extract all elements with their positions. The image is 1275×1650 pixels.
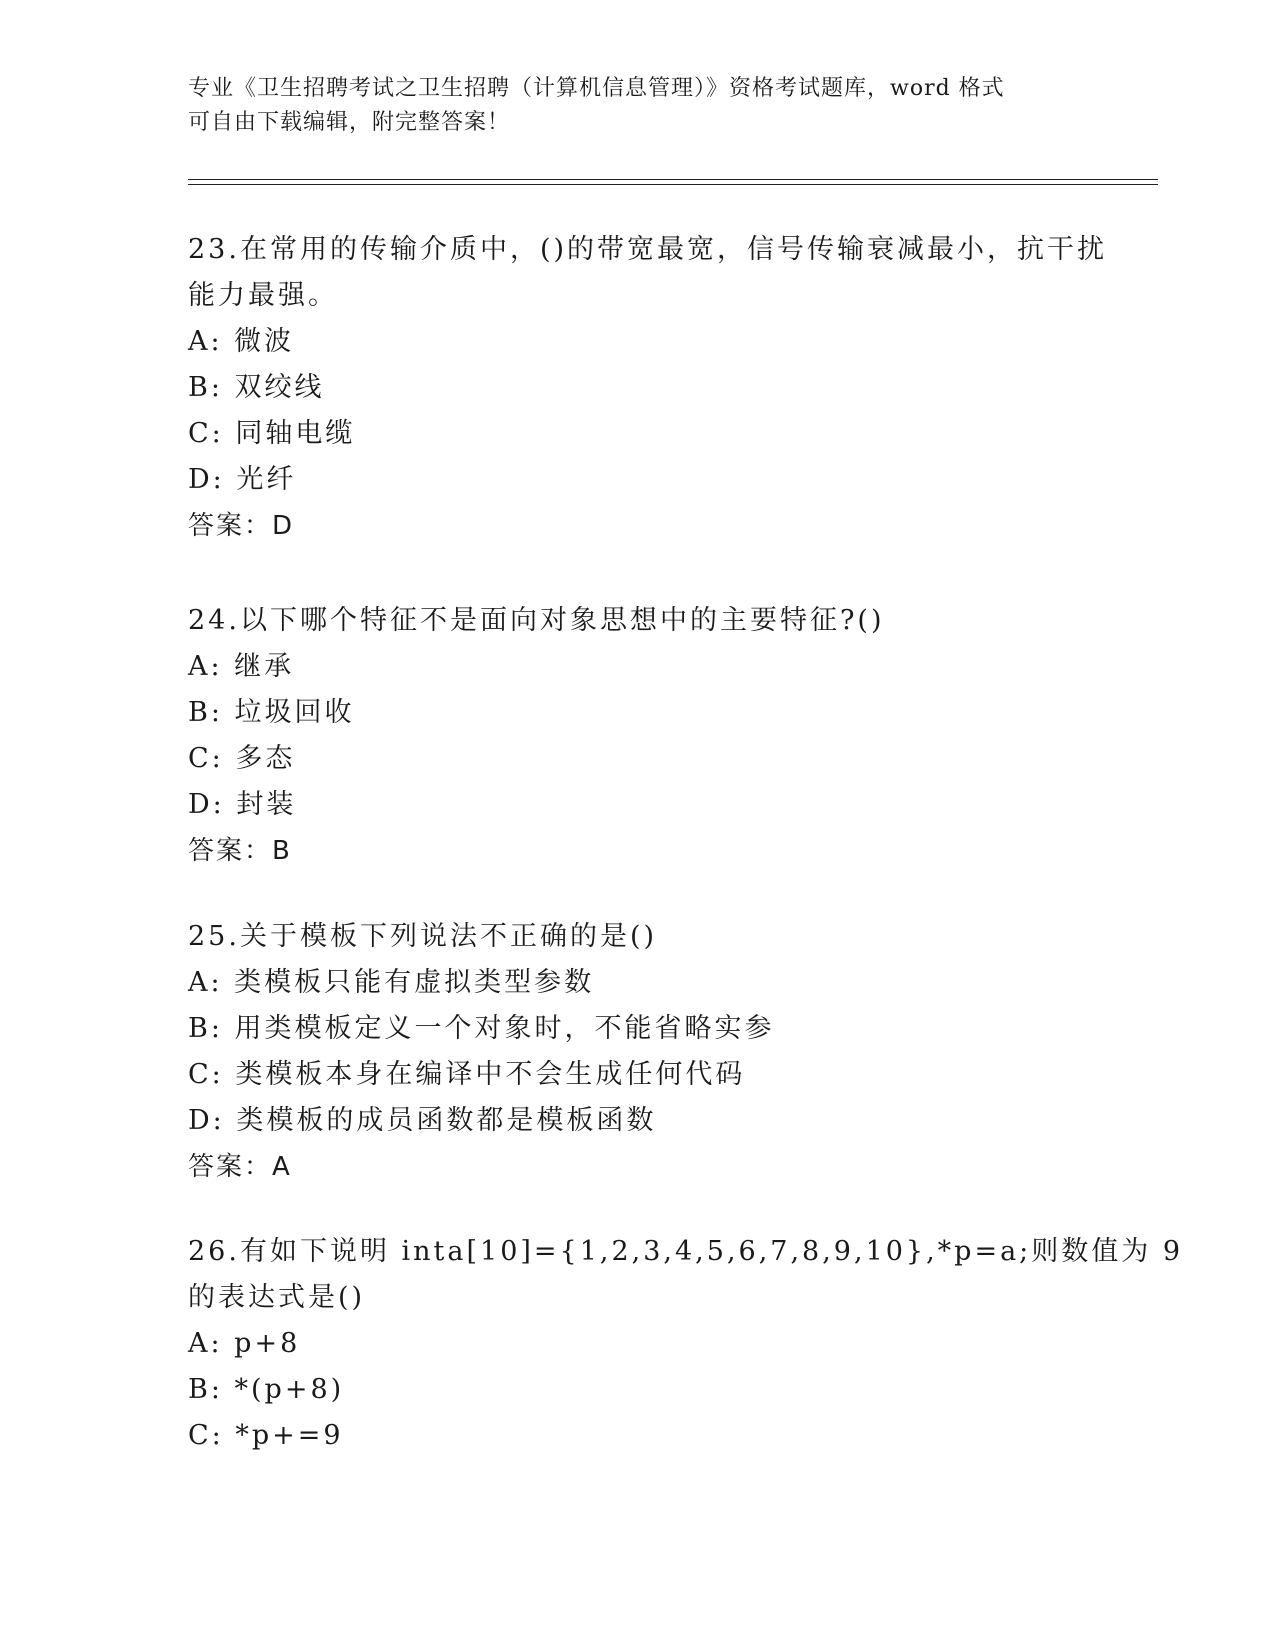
option-b: B: 双绞线 — [188, 372, 325, 403]
question-24 — [188, 598, 1088, 874]
question-stem: 的表达式是() — [188, 1282, 366, 1313]
question-stem: 23.在常用的传输介质中，()的带宽最宽，信号传输衰减最小，抗干扰 — [188, 234, 1108, 265]
option-a: A: 继承 — [188, 651, 295, 682]
option-c: C: 同轴电缆 — [188, 418, 356, 449]
question-26 — [188, 1229, 1184, 1459]
header-line-1: 专业《卫生招聘考试之卫生招聘（计算机信息管理）》资格考试题库，word 格式 — [188, 76, 1005, 101]
option-b: B: *(p+8) — [188, 1374, 345, 1405]
option-a: A: p+8 — [188, 1328, 301, 1359]
option-d: D: 封装 — [188, 789, 297, 820]
question-23 — [188, 227, 1108, 549]
option-d: D: 光纤 — [188, 464, 297, 495]
answer-line: 答案：B — [188, 836, 292, 866]
option-c: C: 多态 — [188, 743, 296, 774]
answer-line: 答案：D — [188, 511, 295, 541]
option-b: B: 垃圾回收 — [188, 697, 355, 728]
question-25 — [188, 914, 1088, 1190]
question-stem: 能力最强。 — [188, 280, 338, 311]
question-stem: 24.以下哪个特征不是面向对象思想中的主要特征?() — [188, 605, 885, 636]
document-header — [188, 72, 1088, 140]
option-a: A: 类模板只能有虚拟类型参数 — [188, 967, 595, 998]
option-a: A: 微波 — [188, 326, 295, 357]
header-rule-top — [188, 179, 1158, 180]
header-rule-bottom — [188, 184, 1158, 185]
option-b: B: 用类模板定义一个对象时，不能省略实参 — [188, 1013, 775, 1044]
answer-line: 答案：A — [188, 1152, 292, 1182]
question-stem: 25.关于模板下列说法不正确的是() — [188, 921, 658, 952]
option-c: C: 类模板本身在编译中不会生成任何代码 — [188, 1059, 746, 1090]
option-c: C: *p+=9 — [188, 1420, 344, 1451]
header-line-2: 可自由下载编辑，附完整答案！ — [188, 110, 511, 135]
question-stem: 26.有如下说明 inta[10]={1,2,3,4,5,6,7,8,9,10},*p=a;则数值为 9 — [188, 1236, 1184, 1267]
option-d: D: 类模板的成员函数都是模板函数 — [188, 1105, 657, 1136]
